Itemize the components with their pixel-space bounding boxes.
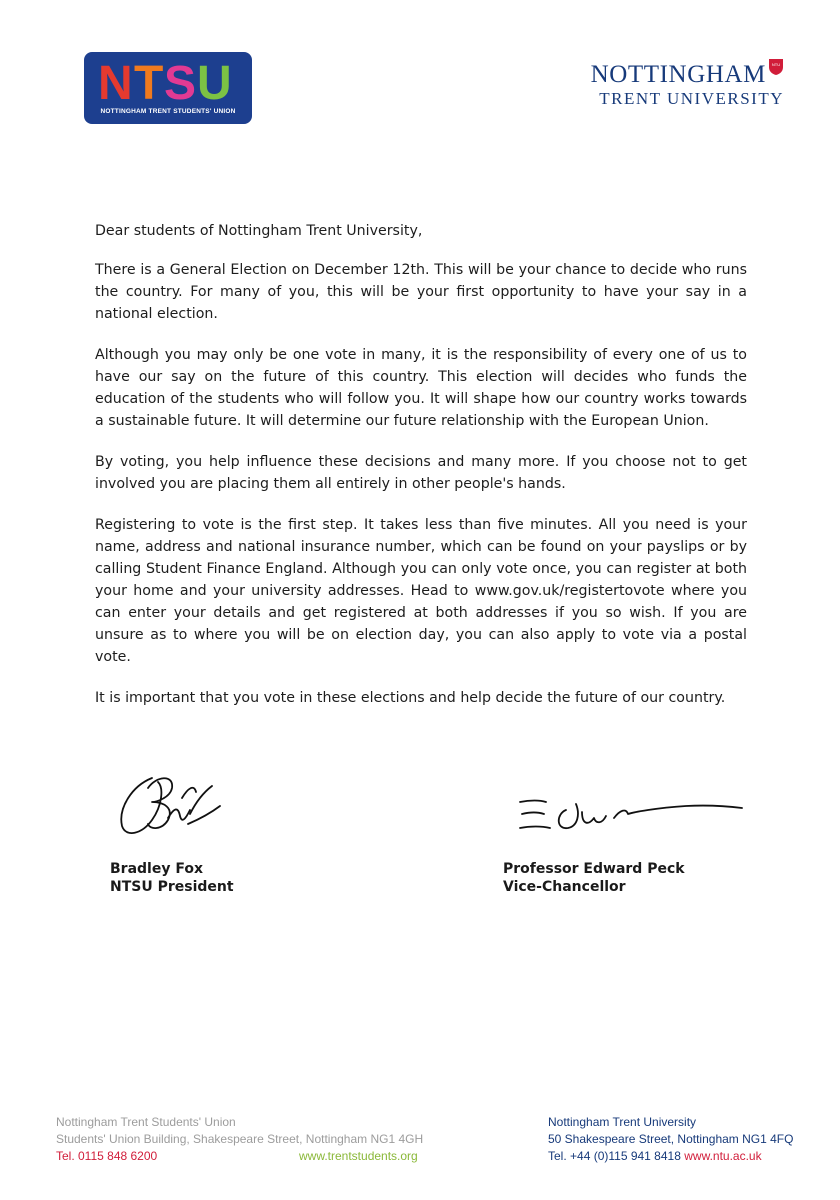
ntu-logo-line1: NOTTINGHAM xyxy=(590,61,766,88)
paragraph-3: By voting, you help influence these decisions and many more. If you choose not to get involved you are placing them all entirely in other people's hands. xyxy=(95,454,747,492)
footer-ntsu xyxy=(56,1114,456,1165)
footer-ntu-web-link[interactable]: www.ntu.ac.uk xyxy=(684,1149,762,1163)
ntsu-letter-t: T xyxy=(134,57,164,106)
ntsu-letter-u: U xyxy=(197,57,232,106)
ntu-logo xyxy=(544,62,784,110)
footer-ntsu-web-link[interactable]: www.trentstudents.org xyxy=(299,1149,418,1163)
paragraph-4: Registering to vote is the first step. It takes less than five minutes. All you need is your name, address and national insurance number, which can be found on your payslips or by calling Student Finance England. Although you can only vote once, you can register at both your home and your university addresses. Head to www.gov.uk/registertovote where you can enter your details and get registered at both addresses if you so wish. If you are unsure as to where you will be on election day, you can also apply to vote via a postal vote. xyxy=(95,517,747,665)
paragraph-5: It is important that you vote in these elections and help decide the future of our country. xyxy=(95,690,726,706)
salutation: Dear students of Nottingham Trent University, xyxy=(95,223,423,239)
footer-ntu-org: Nottingham Trent University xyxy=(548,1115,697,1129)
signature-bradley-fox xyxy=(112,758,222,840)
paragraph-1: There is a General Election on December 12th. This will be your chance to decide who runs the country. For many of you, this will be your first opportunity to have your say in a national election. xyxy=(95,262,747,322)
footer-ntu-tel: Tel. +44 (0)115 941 8418 xyxy=(548,1149,681,1163)
ntsu-logo-tagline: NOTTINGHAM TRENT STUDENTS' UNION xyxy=(100,108,236,115)
ntu-crest-icon xyxy=(768,58,784,76)
ntsu-letter-s: S xyxy=(164,57,197,106)
ntu-crest-text: NTU xyxy=(771,62,781,67)
signatory-1-name: Bradley Fox xyxy=(110,861,203,877)
ntsu-logo xyxy=(84,52,252,124)
letter-body xyxy=(95,220,747,728)
signatory-2 xyxy=(503,860,685,896)
signatory-1-title: NTSU President xyxy=(110,879,234,895)
ntsu-letter-n: N xyxy=(98,57,133,106)
paragraph-2: Although you may only be one vote in many, it is the responsibility of every one of us to have our say on the future of this country. This election will decides who funds the education of the students who will follow you. It will shape how our country works towards a sustainable future. It will determine our future relationship with the European Union. xyxy=(95,347,747,429)
signatory-2-name: Professor Edward Peck xyxy=(503,861,685,877)
footer-ntsu-address: Students' Union Building, Shakespeare Street, Nottingham NG1 4GH xyxy=(56,1132,424,1146)
footer-ntsu-tel: Tel. 0115 848 6200 xyxy=(56,1149,158,1163)
signatory-2-title: Vice-Chancellor xyxy=(503,879,626,895)
ntsu-letters-graphic xyxy=(94,54,244,106)
signature-edward-peck xyxy=(516,790,746,840)
footer-ntu-contact xyxy=(548,1148,808,1165)
footer-ntu xyxy=(548,1114,808,1165)
footer-ntu-address: 50 Shakespeare Street, Nottingham NG1 4FQ xyxy=(548,1132,794,1146)
ntu-logo-line2: TRENT UNIVERSITY xyxy=(599,89,784,108)
signatory-1 xyxy=(110,860,234,896)
footer-ntsu-org: Nottingham Trent Students' Union xyxy=(56,1115,236,1129)
